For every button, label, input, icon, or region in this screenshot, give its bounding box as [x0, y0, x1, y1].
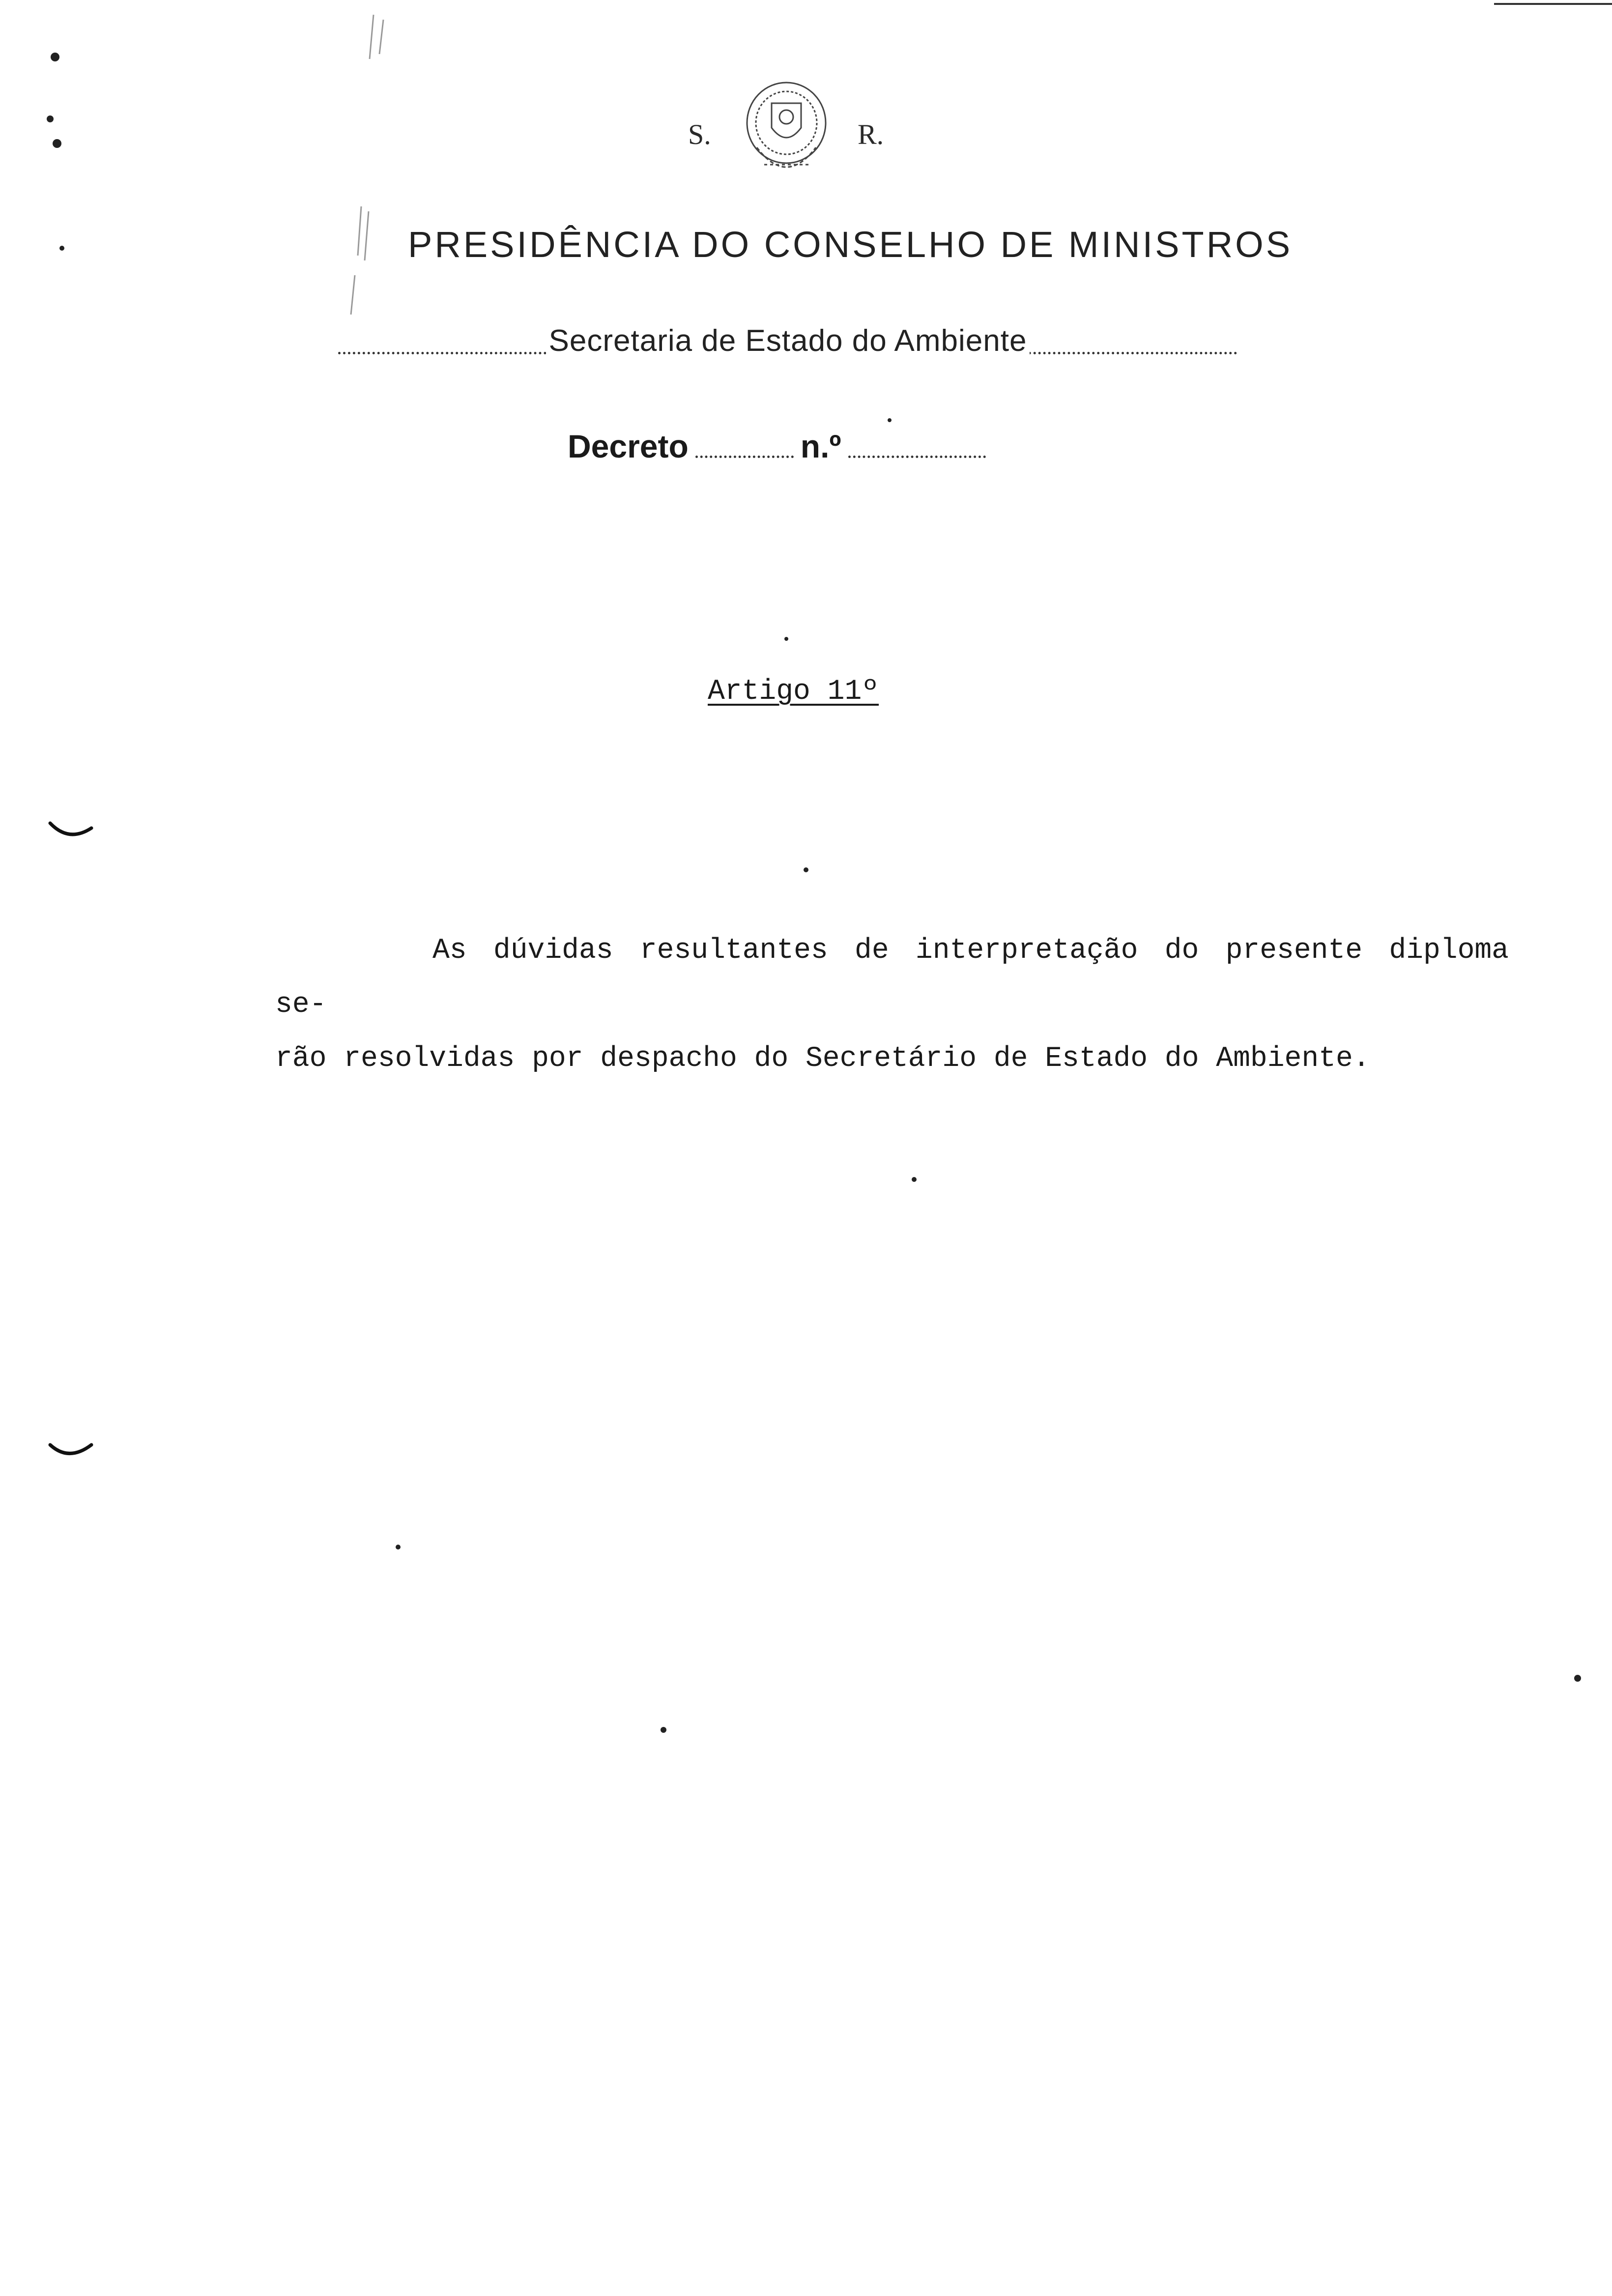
header-letter-s: S.: [688, 118, 711, 150]
decree-label: Decreto: [568, 428, 689, 464]
department-name: Secretaria de Estado do Ambiente: [546, 324, 1030, 358]
number-label: n.º: [800, 428, 841, 464]
presidency-heading: PRESIDÊNCIA DO CONSELHO DE MINISTROS: [408, 224, 1293, 265]
number-blank: [848, 451, 986, 458]
department-line: [338, 320, 1238, 358]
decree-blank: [695, 451, 794, 458]
article-body: [275, 924, 1509, 1086]
article-line-1: As dúvidas resultantes de interpretação do presente diploma se-: [275, 935, 1509, 1021]
header-letter-r: R.: [858, 118, 884, 150]
decree-line: [568, 428, 993, 465]
article-title: Artigo 11º: [708, 676, 879, 708]
coat-of-arms-seal-icon: [737, 74, 835, 192]
article-line-2: rão resolvidas por despacho do Secretário de Estado do Ambiente.: [275, 1043, 1370, 1075]
